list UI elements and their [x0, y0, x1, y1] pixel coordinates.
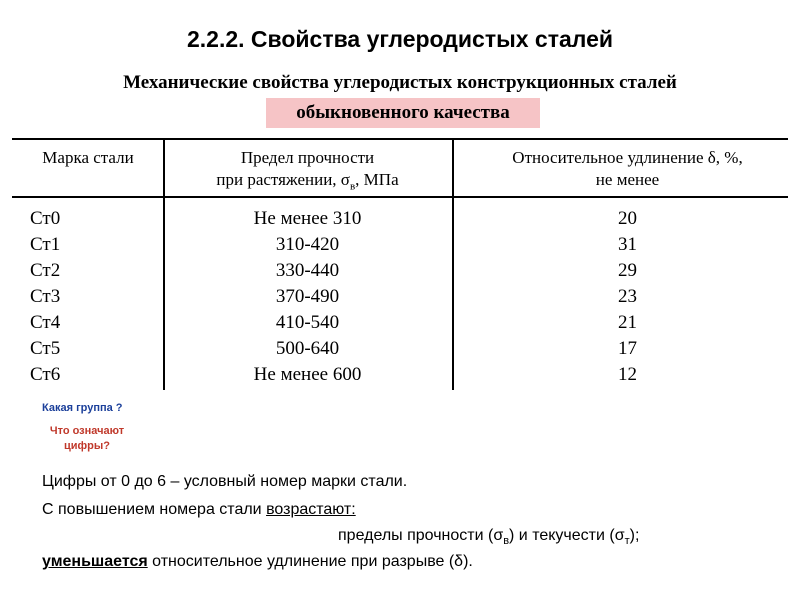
note-line-1: Цифры от 0 до 6 – условный номер марки стали. — [42, 473, 408, 490]
header-strength-line1: Предел прочности — [240, 148, 375, 167]
header-elongation-line1: Относительное удлинение δ, %, — [512, 148, 743, 167]
table-row: Не менее 310 — [253, 208, 362, 229]
table-title: Механические свойства углеродистых конструкционных сталей — [123, 72, 677, 93]
slide-title: 2.2.2. Свойства углеродистых сталей — [186, 26, 614, 52]
table-top-rule — [12, 138, 788, 140]
table-row: 330-440 — [275, 260, 340, 281]
table-row: Ст6 — [30, 364, 61, 385]
table-row: 370-490 — [275, 286, 340, 307]
table-row: 23 — [618, 286, 637, 307]
question-digits-line1: Что означают — [49, 425, 125, 437]
note-emph-decrease: уменьшается — [42, 553, 148, 570]
table-subtitle: обыкновенного качества — [296, 102, 510, 123]
table-row: 410-540 — [275, 312, 340, 333]
table-row: 29 — [618, 260, 637, 281]
table-row: 20 — [618, 208, 637, 229]
question-digits — [42, 424, 132, 454]
note-line-2: С повышением номера стали возрастают: — [42, 501, 356, 518]
note-line-3: пределы прочности $(\sigma_в)$ и текучести $(\sigma_т)$; — [338, 527, 640, 548]
table-row: 500-640 — [275, 338, 340, 359]
note-emph-increase: возрастают: — [266, 501, 356, 518]
question-group: Какая группа ? — [42, 402, 123, 414]
table-row: Ст1 — [30, 234, 61, 255]
table-row: Ст0 — [30, 208, 61, 229]
header-elongation-line2: не менее — [595, 170, 660, 189]
table-row: 31 — [618, 234, 637, 255]
table-row: 21 — [618, 312, 637, 333]
header-strength-line2: при растяжении, $\sigma_в$, МПа — [216, 170, 399, 193]
header-elongation — [455, 147, 800, 191]
table-row: Ст2 — [30, 260, 61, 281]
table-column-divider — [452, 138, 454, 390]
header-grade: Марка стали — [42, 148, 134, 167]
column-grade — [30, 206, 160, 388]
table-row: Не менее 600 — [253, 364, 362, 385]
note-line-4: уменьшается относительное удлинение при разрыве (δ). — [42, 553, 473, 570]
table-row: Ст5 — [30, 338, 61, 359]
column-elongation — [455, 206, 800, 388]
table-row: 17 — [618, 338, 637, 359]
header-strength — [165, 147, 450, 197]
column-strength — [165, 206, 450, 388]
table-row: Ст4 — [30, 312, 61, 333]
table-row: 12 — [618, 364, 637, 385]
table-row: 310-420 — [275, 234, 340, 255]
table-row: Ст3 — [30, 286, 61, 307]
question-digits-line2: цифры? — [64, 440, 110, 452]
